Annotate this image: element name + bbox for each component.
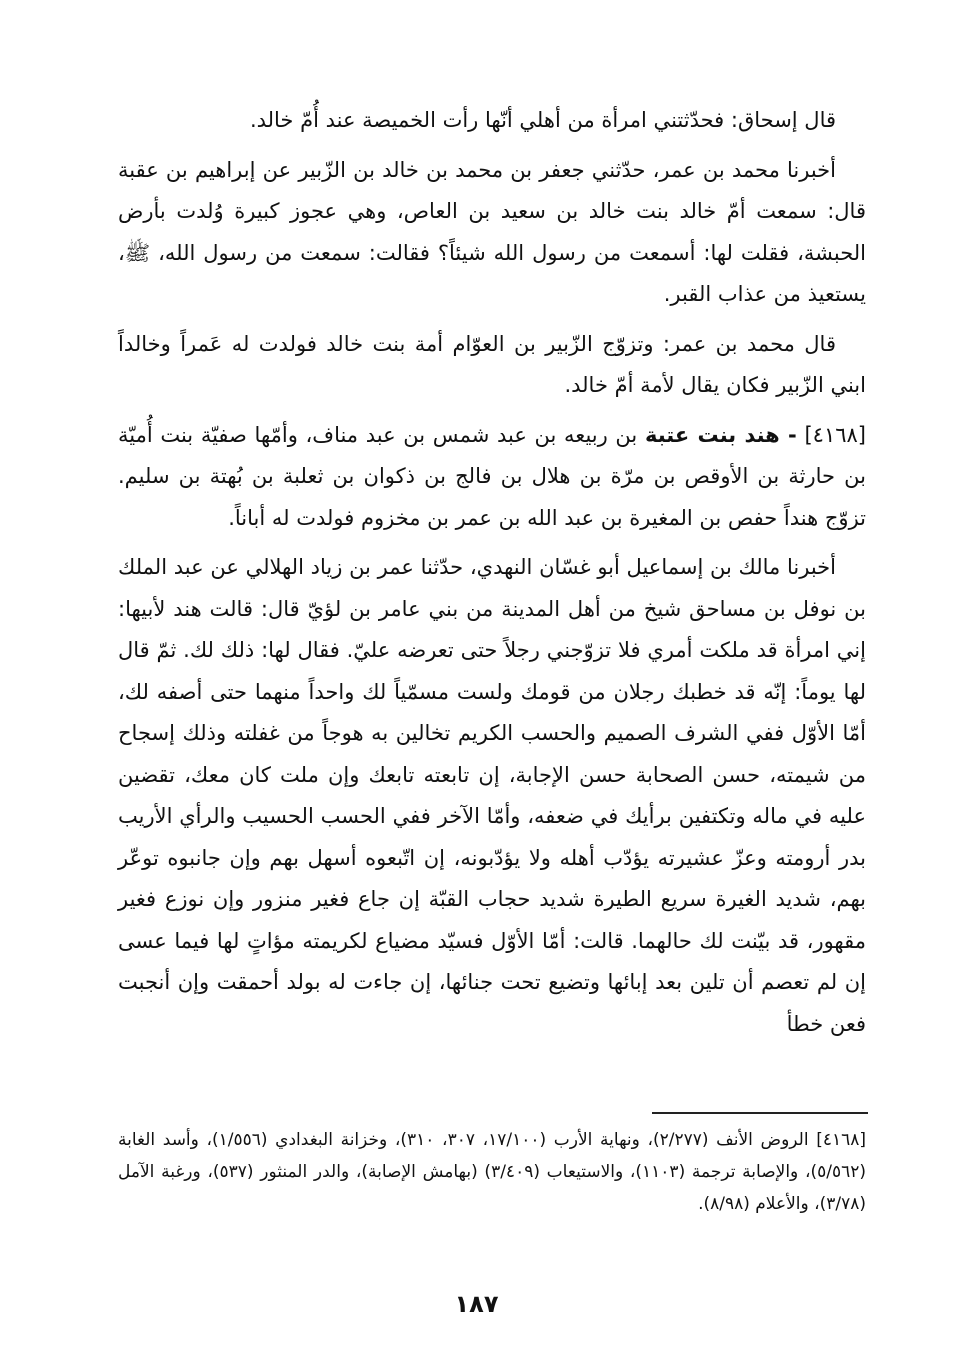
entry-paragraph	[118, 415, 866, 540]
footnotes	[118, 1124, 866, 1220]
footnote-divider	[652, 1112, 868, 1114]
paragraph-3: قال محمد بن عمر: وتزوّج الزّبير بن العوّام أمة بنت خالد فولدت له عَمراً وخالداً ابني الزّبير فكان يقال لأمة أمّ خالد.	[118, 331, 866, 397]
main-text	[118, 100, 866, 1053]
page-number: ١٨٧	[454, 1290, 499, 1318]
paragraph-2: أخبرنا محمد بن عمر، حدّثني جعفر بن محمد بن خالد بن الزّبير عن إبراهيم بن عقبة قال: سمعت أمّ خالد بنت خالد بن سعيد بن العاص، وهي عجوز كبيرة وُلدت بأرض الحبشة، فقلت لها: أسمعت من رسول الله شيئاً؟ فقالت: سمعت من رسول الله، ﷺ، يستعيذ من عذاب القبر.	[118, 157, 866, 306]
entry-text: بن ربيعه بن عبد شمس بن عبد مناف، وأمّها صفيّة بنت أُميّة بن حارثة بن الأوقص بن مرّة بن هلال بن فالج بن ذكوان بن ثعلبة بن بُهتة بن سليم. تزوّج هنداً حفص بن المغيرة بن عبد الله بن عمر بن مخزوم فولدت له أباناً.	[118, 422, 866, 530]
paragraph-5: أخبرنا مالك بن إسماعيل أبو غسّان النهدي، حدّثنا عمر بن زياد الهلالي عن عبد الملك بن نوفل بن مساحق شيخ من أهل المدينة من بني عامر بن لؤيّ قال: قالت هند لأبيها: إني امرأة قد ملكت أمري فلا تزوّجني رجلاً حتى تعرضه عليّ. فقال لها: ذلك لك. ثمّ قال لها يوماً: إنّه قد خطبك رجلان من قومك ولست مسمّياً لك واحداً منهما حتى أصفه لك، أمّا الأوّل ففي الشرف الصميم والحسب الكريم تخالين به هوجاً من غفلته وذلك إسجاح من شيمته، حسن الصحابة حسن الإجابة، إن تابعته تابعك وإن ملت كان معك، تقضين عليه في ماله وتكتفين برأيك في ضعفه، وأمّا الآخر ففي الحسب الحسيب والرأي الأريب بدر أرومته وعزّ عشيرته يؤدّب أهله ولا يؤدّبونه، إن اتّبعوه أسهل بهم وإن جانبوه توعّر بهم، شديد الغيرة سريع الطيرة شديد حجاب القبّة إن جاع فغير منزور وإن نوزع فغير مقهور، قد بيّنت لك حالهما. قالت: أمّا الأوّل فسيّد مضياع لكريمته مؤاتٍ لها فيما عسى إن لم تعصم أن تلين بعد إبائها وتضيع تحت جنائها، إن جاءت له بولد أحمقت وإن أنجبت فعن خطأ	[118, 555, 866, 1036]
footnote-text: [٤١٦٨] الروض الأنف (٢/٢٧٧)، ونهاية الأرب (١٧/١٠٠، ٣٠٧، ٣١٠)، وخزانة البغدادي (١/٥٥٦)، وأسد الغابة (٥/٥٦٢)، والإصابة ترجمة (١١٠٣)، والاستيعاب (٣/٤٠٩) (بهامش الإصابة)، والدر المنثور (٥٣٧)، ورغبة الآمل (٣/٧٨)، والأعلام (٨/٩٨).	[118, 1130, 867, 1214]
entry-number: [٤١٦٨]	[804, 422, 866, 447]
entry-heading: - هند بنت عتبة	[644, 422, 797, 447]
paragraph-1: قال إسحاق: فحدّثتني امرأة من أهلي أنّها رأت الخميصة عند أُمّ خالد.	[249, 108, 836, 132]
